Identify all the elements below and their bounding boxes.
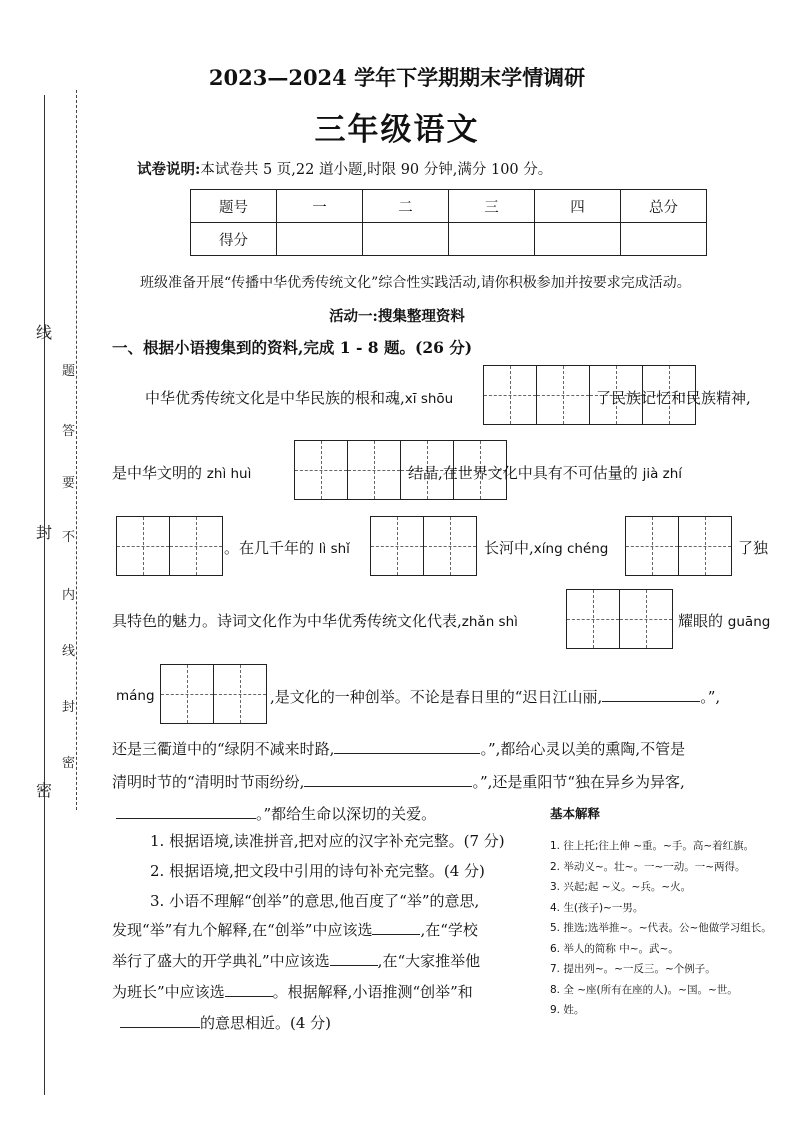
pinyin-label: zhǎn shì: [461, 614, 518, 630]
answer-blank[interactable]: [304, 772, 472, 787]
passage-line-1: [145, 387, 453, 408]
grid-cell[interactable]: [170, 517, 222, 575]
score-cell[interactable]: [621, 223, 707, 256]
section-1-title: 一、根据小语搜集到的资料,完成 1 - 8 题。(26 分): [112, 338, 473, 357]
answer-blank[interactable]: [330, 951, 378, 966]
grid-cell[interactable]: [567, 590, 620, 648]
pinyin-label: zhì huì: [206, 466, 252, 482]
margin-warning-2: 要: [62, 476, 76, 491]
grid-cell[interactable]: [424, 517, 476, 575]
definition-item: 5. 推选;选举推~。~代表。公~他做学习组长。: [550, 922, 772, 934]
score-cell[interactable]: [363, 223, 449, 256]
margin-warning-1: 答: [62, 424, 76, 439]
grid-cell[interactable]: [348, 441, 401, 499]
answer-blank[interactable]: [372, 920, 420, 935]
binding-line: [44, 95, 45, 1095]
passage-line-6: [112, 738, 685, 759]
writing-grid-guangmang[interactable]: [160, 664, 267, 724]
exam-intro: [137, 158, 552, 179]
passage-text: 。”,都给心灵以美的熏陶,不管是: [480, 740, 686, 758]
passage-line-4: [112, 610, 518, 631]
passage-text: 耀眼的: [678, 612, 724, 630]
passage-text: 中华优秀传统文化是中华民族的根和魂,: [145, 389, 405, 407]
answer-blank[interactable]: [120, 1013, 200, 1028]
passage-text: 具特色的魅力。诗词文化作为中华优秀传统文化代表,: [112, 612, 462, 630]
passage-text: 。”,: [700, 688, 721, 706]
writing-grid-zhanshi[interactable]: [566, 589, 673, 649]
question-text: ,在“学校: [420, 921, 478, 939]
question-text: 举行了盛大的开学典礼”中应该选: [112, 952, 330, 970]
score-header-cell: 一: [277, 190, 363, 223]
definition-item: 9. 姓。: [550, 1004, 585, 1016]
grid-cell[interactable]: [620, 590, 672, 648]
margin-warning-6: 封: [62, 700, 76, 715]
score-header-cell: 题号: [191, 190, 277, 223]
grid-cell[interactable]: [295, 441, 348, 499]
passage-line-4b: [678, 610, 770, 631]
definition-item: 4. 生(孩子)~一男。: [550, 901, 644, 914]
exam-title: 2023—2024 学年下学期期末学情调研: [208, 65, 586, 90]
activity-title: 活动一:搜集整理资料: [329, 308, 465, 325]
grid-cell[interactable]: [679, 517, 731, 575]
score-table-header-row: [191, 190, 707, 223]
score-cell[interactable]: [535, 223, 621, 256]
intro-text: 本试卷共 5 页,22 道小题,时限 90 分钟,满分 100 分。: [200, 162, 553, 178]
definition-item: 1. 往上托;往上伸 ~重。~手。高~着红旗。: [550, 840, 755, 852]
passage-text: 结晶,在世界文化中具有不可估量的: [408, 464, 638, 482]
margin-warning-7: 密: [62, 756, 76, 771]
margin-warning-4: 内: [62, 588, 76, 603]
answer-blank[interactable]: [225, 982, 273, 997]
question-2: 2. 根据语境,把文段中引用的诗句补充完整。(4 分): [150, 862, 485, 880]
question-3-line-4: [112, 981, 473, 1002]
score-cell[interactable]: [277, 223, 363, 256]
grid-cell[interactable]: [484, 366, 537, 424]
margin-warning-0: 题: [62, 364, 76, 379]
answer-blank[interactable]: [116, 804, 256, 819]
grid-cell[interactable]: [214, 665, 266, 723]
passage-text: 。”都给生命以深切的关爱。: [256, 805, 437, 823]
question-text: 的意思相近。(4 分): [200, 1014, 332, 1032]
margin-warning-3: 不: [62, 530, 76, 545]
question-1: 1. 根据语境,读准拼音,把对应的汉字补充完整。(7 分): [150, 832, 505, 850]
score-header-cell: 四: [535, 190, 621, 223]
question-3-line-1: 3. 小语不理解“创举”的意思,他百度了“举”的意思,: [150, 892, 480, 910]
margin-warning-5: 线: [62, 644, 76, 659]
passage-text: 还是三衢道中的“绿阴不减来时路,: [112, 740, 335, 758]
grid-cell[interactable]: [626, 517, 679, 575]
grid-cell[interactable]: [537, 366, 590, 424]
passage-line-8: [116, 803, 436, 824]
pinyin-label: lì shǐ: [318, 541, 350, 557]
answer-blank[interactable]: [602, 687, 700, 702]
passage-text: 了独: [738, 539, 769, 557]
pinyin-label: guāng: [727, 614, 771, 630]
question-3-line-5: [120, 1012, 331, 1033]
definition-item: 8. 全 ~座(所有在座的人)。~国。~世。: [550, 983, 738, 996]
passage-line-3b: [484, 537, 608, 558]
score-table: [190, 189, 707, 256]
question-text: 发现“举”有九个解释,在“创举”中应该选: [112, 921, 373, 939]
passage-line-5: [116, 686, 155, 704]
passage-line-2: [112, 462, 251, 483]
passage-text: 。在几千年的: [224, 539, 315, 557]
question-3-line-3: [112, 950, 480, 971]
passage-text: 了民族记忆和民族精神,: [596, 389, 751, 407]
exam-subtitle: 三年级语文: [314, 112, 480, 148]
margin-char-mi: 密: [36, 781, 53, 800]
intro-label: 试卷说明:: [137, 161, 201, 178]
writing-grid-lishi[interactable]: [370, 516, 477, 576]
passage-text: ,是文化的一种创举。不论是春日里的“迟日江山丽,: [270, 688, 603, 706]
score-header-cell: 总分: [621, 190, 707, 223]
dashed-margin-line: [76, 90, 77, 810]
margin-char-xian: 线: [36, 323, 53, 342]
grid-cell[interactable]: [161, 665, 214, 723]
passage-line-2b: [408, 462, 682, 483]
definition-item: 3. 兴起;起 ~义。~兵。~火。: [550, 881, 692, 893]
pinyin-label: xíng chéng: [533, 541, 609, 557]
passage-line-3: [224, 537, 350, 558]
score-table-score-row: [191, 223, 707, 256]
score-cell[interactable]: [449, 223, 535, 256]
definition-item: 7. 提出列~。~一反三。~个例子。: [550, 963, 716, 975]
passage-text: 清明时节的“清明时节雨纷纷,: [112, 773, 305, 791]
pinyin-label: máng: [116, 688, 155, 704]
question-3-line-2: [112, 919, 478, 940]
question-text: 为班长”中应该选: [112, 983, 225, 1001]
writing-grid-xingcheng[interactable]: [625, 516, 732, 576]
definitions-list: [550, 836, 780, 1021]
definitions-title: 基本解释: [550, 806, 601, 821]
writing-grid-jiazhi[interactable]: [116, 516, 223, 576]
activity-notice: 班级准备开展“传播中华优秀传统文化”综合性实践活动,请你积极参加并按要求完成活动。: [140, 275, 691, 291]
grid-cell[interactable]: [371, 517, 424, 575]
question-text: ,在“大家推举他: [377, 952, 481, 970]
passage-line-7: [112, 771, 685, 792]
definition-item: 6. 举人的简称 中~。武~。: [550, 942, 679, 955]
passage-text: 是中华文明的: [112, 464, 203, 482]
passage-text: 。”,还是重阳节“独在异乡为异客,: [472, 773, 685, 791]
grid-cell[interactable]: [117, 517, 170, 575]
definition-item: 2. 举动义~。壮~。一~一动。一~两得。: [550, 860, 746, 873]
margin-char-feng: 封: [36, 523, 53, 542]
question-text: 。根据解释,小语推测“创举”和: [272, 983, 473, 1001]
pinyin-label: jià zhí: [642, 466, 683, 482]
score-header-cell: 二: [363, 190, 449, 223]
passage-text: 长河中,: [484, 539, 534, 557]
answer-blank[interactable]: [334, 739, 480, 754]
score-header-cell: 三: [449, 190, 535, 223]
pinyin-label: xī shōu: [404, 391, 454, 407]
passage-line-5b: [270, 686, 720, 707]
score-row-label: 得分: [191, 223, 277, 256]
